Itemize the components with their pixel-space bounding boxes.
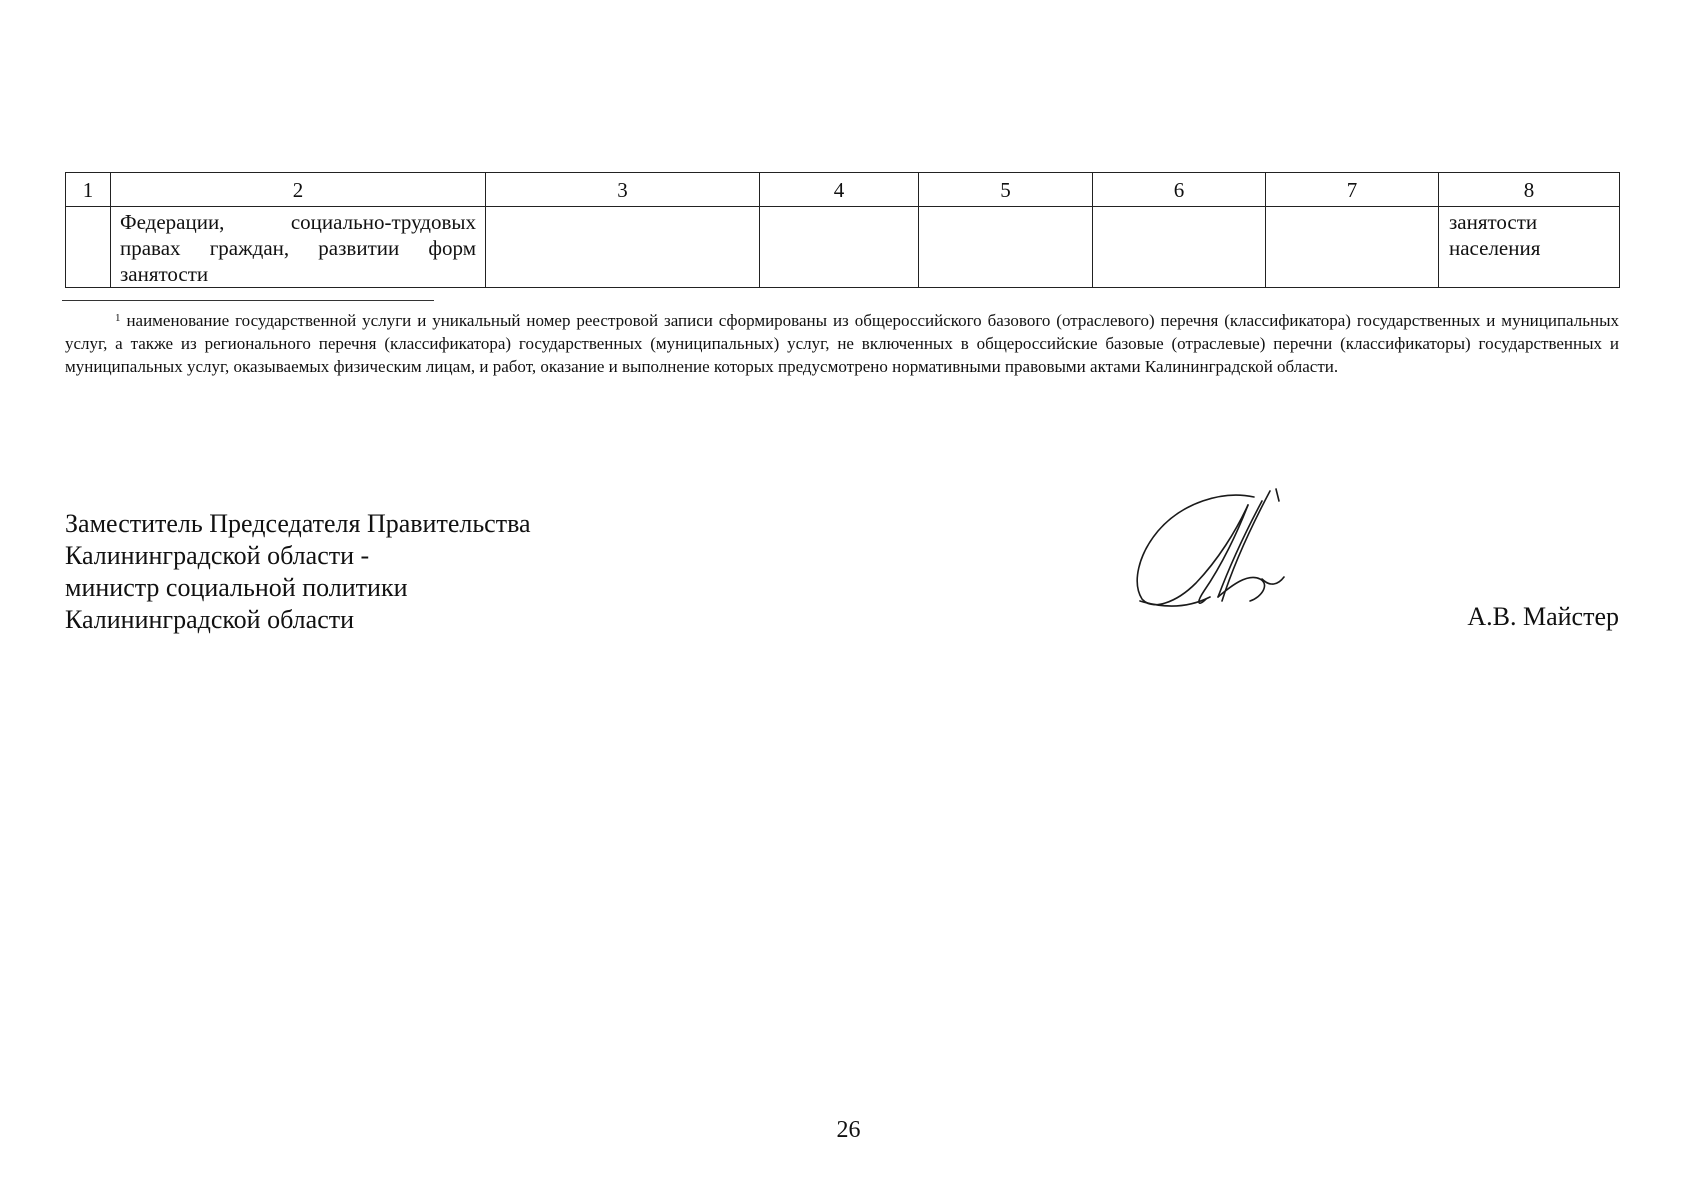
table-row [66,207,1620,288]
service-description-text: Федерации, социально-трудовых правах граждан, развитии форм занятости [120,210,476,286]
table-cell-col4 [760,207,919,288]
column-number-3: 3 [486,173,760,207]
signatory-title-line-3: министр социальной политики [65,573,408,602]
services-table [65,172,1620,288]
table-cell-col1 [66,207,111,288]
signer-name: А.В. Майстер [1467,602,1619,631]
footnote-text: наименование государственной услуги и уникальный номер реестровой записи сформированы из общероссийского базового (отраслевого) перечня (классификатора) государственных и муниципальных услуг, а также из регионального перечня (классификатора) государственных (муниципальных) услуг, не включенных в общероссийские базовые (отраслевые) перечни (классификаторы) государственных и муниципальных услуг, оказываемых физическим лицам, и работ, оказание и выполнение которых предусмотрено нормативными правовыми актами Калининградской области. [65,311,1620,376]
column-number-6: 6 [1093,173,1266,207]
column-number-8: 8 [1439,173,1620,207]
table-cell-col8 [1439,207,1620,288]
column-number-1: 1 [66,173,111,207]
handwritten-signature [1130,487,1300,617]
column-number-2: 2 [111,173,486,207]
signatory-title-line-2: Калининградской области - [65,541,370,570]
signatory-title [65,508,531,636]
column-number-4: 4 [760,173,919,207]
table-cell-col5 [919,207,1093,288]
column-number-7: 7 [1266,173,1439,207]
table-cell-col7 [1266,207,1439,288]
column-number-5: 5 [919,173,1093,207]
table-cell-col3 [486,207,760,288]
signatory-title-line-1: Заместитель Председателя Правительства [65,509,531,538]
footnote-marker: 1 [115,312,121,324]
table-header-row [66,173,1620,207]
footnote [65,309,1619,378]
table-cell-col2 [111,207,486,288]
page-number: 26 [836,1117,861,1143]
employment-text: занятости населения [1449,210,1541,260]
footnote-separator [62,300,434,301]
table-cell-col6 [1093,207,1266,288]
signatory-title-line-4: Калининградской области [65,605,355,634]
